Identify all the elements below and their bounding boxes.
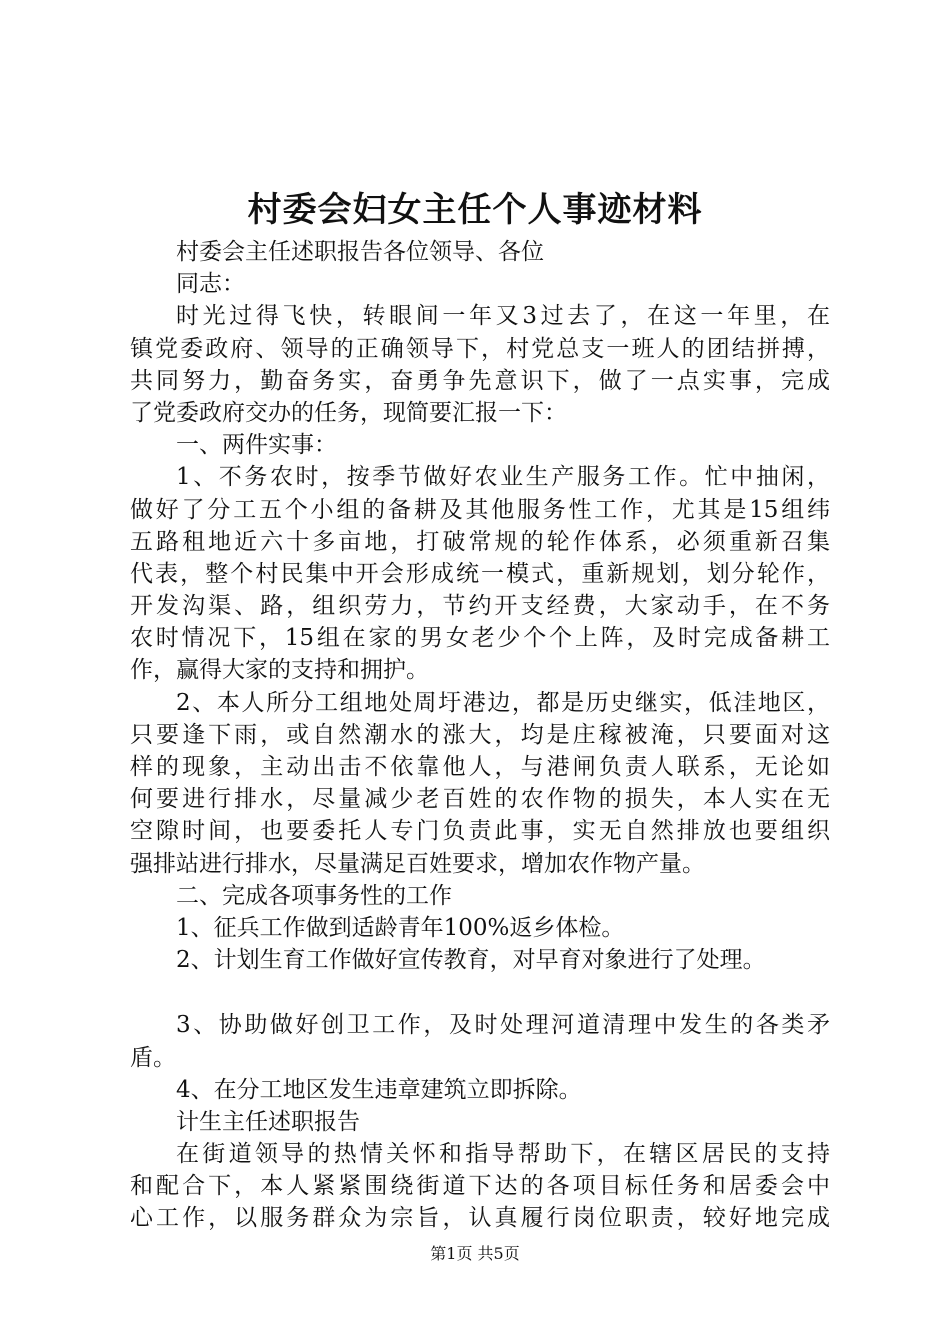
text-line: 二、完成各项事务性的工作 xyxy=(176,882,452,909)
text-line: 计生主任述职报告 xyxy=(176,1108,360,1135)
text-line: 一、两件实事： xyxy=(176,432,337,459)
text-line: 同志： xyxy=(176,271,245,298)
text-line: 样的现象，主动出击不依靠他人，与港闸负责人联系，无论如 xyxy=(130,754,830,780)
text-line: 4、在分工地区发生违章建筑立即拆除。 xyxy=(176,1076,582,1103)
text-line: 3、协助做好创卫工作，及时处理河道清理中发生的各类矛 xyxy=(176,1012,830,1039)
text-line: 村委会主任述职报告各位领导、各位 xyxy=(176,239,544,265)
text-line xyxy=(130,976,830,1009)
text-line: 镇党委政府、领导的正确领导下，村党总支一班人的团结拼搏， xyxy=(130,335,830,362)
text-line: 时光过得飞快，转眼间一年又3过去了，在这一年里，在 xyxy=(176,303,830,330)
text-line: 开发沟渠、路，组织劳力，节约开支经费，大家动手，在不务 xyxy=(130,593,830,620)
text-line: 2、计划生育工作做好宣传教育，对早育对象进行了处理。 xyxy=(176,947,766,974)
text-line: 五路租地近六十多亩地，打破常规的轮作体系，必须重新召集 xyxy=(130,528,830,555)
text-line: 作，赢得大家的支持和拥护。 xyxy=(130,657,429,684)
text-line: 和配合下，本人紧紧围绕街道下达的各项目标任务和居委会中 xyxy=(130,1173,830,1200)
text-line: 1、不务农时，按季节做好农业生产服务工作。忙中抽闲， xyxy=(176,464,830,491)
text-line: 1、征兵工作做到适龄青年100%返乡体检。 xyxy=(176,914,625,941)
page-footer: 第1页 共5页 xyxy=(430,1244,520,1263)
text-line: 做好了分工五个小组的备耕及其他服务性工作，尤其是15组纬 xyxy=(130,496,830,523)
text-line: 2、本人所分工组地处周圩港边，都是历史继实，低洼地区， xyxy=(176,689,830,716)
text-line: 只要逢下雨，或自然潮水的涨大，均是庄稼被淹，只要面对这 xyxy=(130,721,830,748)
text-line: 农时情况下，15组在家的男女老少个个上阵，及时完成备耕工 xyxy=(130,625,830,652)
text-line: 何要进行排水，尽量减少老百姓的农作物的损失，本人实在无 xyxy=(130,786,830,813)
text-line: 心工作，以服务群众为宗旨，认真履行岗位职责，较好地完成 xyxy=(130,1205,830,1232)
text-line: 共同努力，勤奋务实，奋勇争先意识下，做了一点实事，完成 xyxy=(130,367,830,394)
text-line: 盾。 xyxy=(130,1044,176,1071)
text-line: 了党委政府交办的任务，现简要汇报一下： xyxy=(130,399,567,426)
text-line: 强排站进行排水，尽量满足百姓要求，增加农作物产量。 xyxy=(130,850,705,877)
text-line: 在街道领导的热情关怀和指导帮助下，在辖区居民的支持 xyxy=(176,1141,830,1168)
text-line: 空隙时间，也要委托人专门负责此事，实无自然排放也要组织 xyxy=(130,818,830,845)
text-line: 代表，整个村民集中开会形成统一模式，重新规划，划分轮作， xyxy=(130,560,830,587)
document-title: 村委会妇女主任个人事迹材料 xyxy=(247,190,703,230)
document-body xyxy=(130,236,830,1235)
